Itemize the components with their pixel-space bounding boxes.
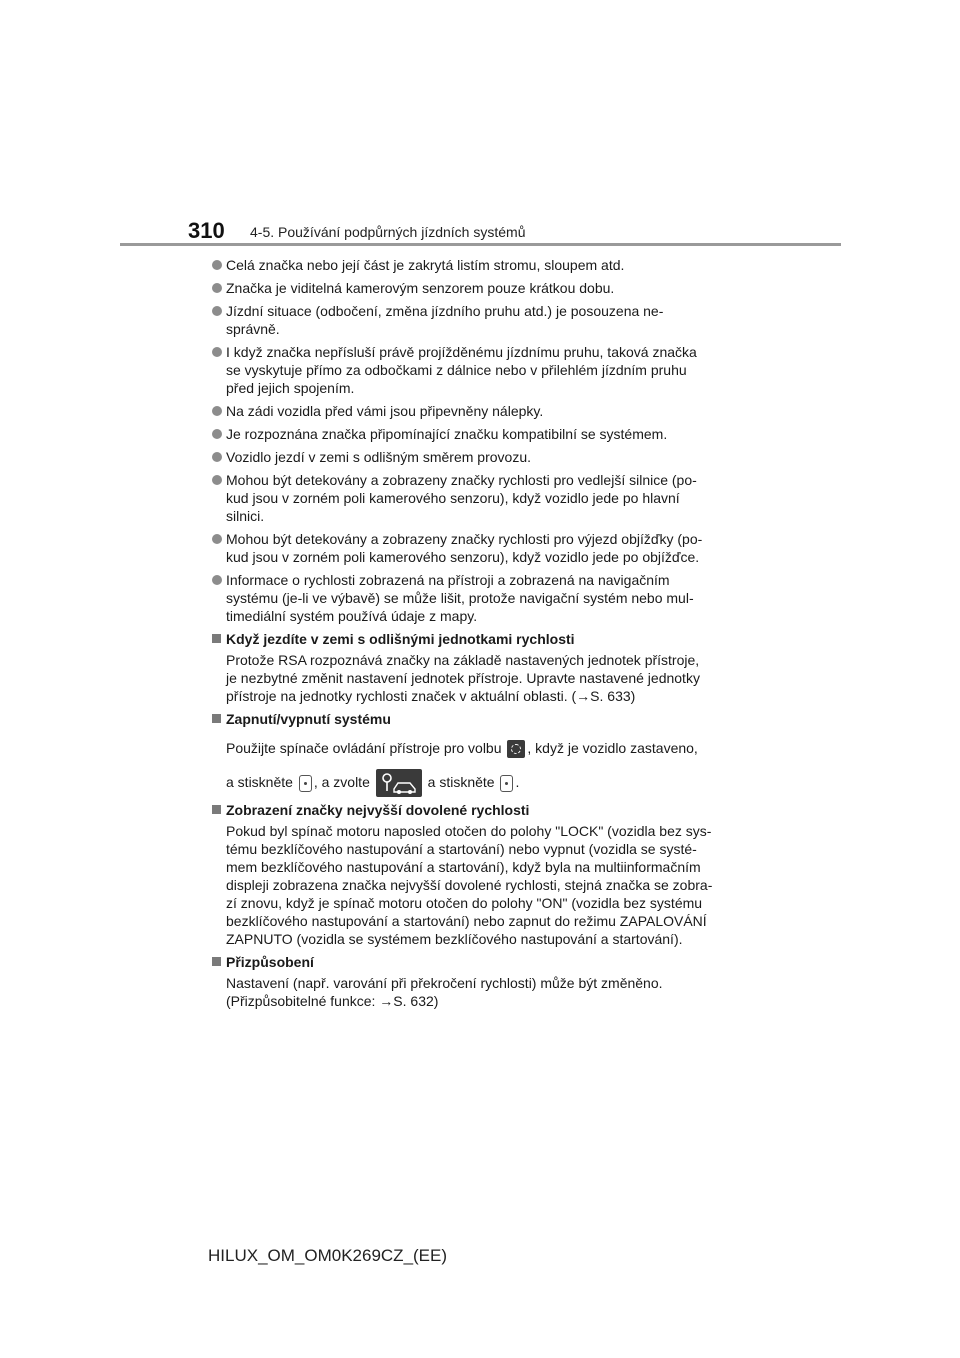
page-content <box>212 256 753 1015</box>
bullet-dot-icon <box>212 452 222 462</box>
bullet-item <box>212 425 753 443</box>
bullet-text: silnici. <box>226 508 265 524</box>
customization-paragraph <box>212 974 753 1010</box>
paragraph-line: Nastavení (např. varování při překročení rychlosti) může být změněno. <box>226 975 663 991</box>
paragraph-line: přístroje na jednotky rychlosti značek v aktuální oblasti. (→S. 633) <box>226 688 636 704</box>
paragraph-text: . <box>515 774 520 790</box>
bullet-text: I když značka nepřísluší právě projížděnému jízdnímu pruhu, taková značka <box>226 344 697 360</box>
bullet-text: Celá značka nebo její část je zakrytá listím stromu, sloupem atd. <box>226 257 625 273</box>
bullet-dot-icon <box>212 429 222 439</box>
bullet-dot-icon <box>212 347 222 357</box>
paragraph-line: ZAPNUTO (vozidla se systémem bezklíčového nastupování a startování). <box>226 931 683 947</box>
bullet-text: systému (je-li ve výbavě) se může lišit, protože navigační systém nebo mul- <box>226 590 694 606</box>
bullet-text: Vozidlo jezdí v zemi s odlišným směrem provozu. <box>226 449 531 465</box>
paragraph-text: a stiskněte <box>427 774 495 790</box>
bullet-item <box>212 530 753 566</box>
section-heading-units <box>212 630 753 648</box>
onoff-line-1 <box>212 731 753 765</box>
bullet-item <box>212 256 753 274</box>
paragraph-line: Protože RSA rozpoznává značky na základě nastavených jednotek přístroje, <box>226 652 700 668</box>
heading-text: Zapnutí/vypnutí systému <box>226 711 391 727</box>
onoff-line-2 <box>212 765 753 799</box>
bullet-text: timediální systém používá údaje z mapy. <box>226 608 478 624</box>
heading-text: Když jezdíte v zemi s odlišnými jednotkami rychlosti <box>226 631 575 647</box>
square-bullet-icon <box>212 714 221 723</box>
paragraph-line: displeji zobrazena značka nejvyšší dovolené rychlosti, stejná značka se zobra- <box>226 877 713 893</box>
bullet-item <box>212 448 753 466</box>
bullet-text: kud jsou v zorném poli kamerového senzoru), když vozidlo jede po hlavní <box>226 490 680 506</box>
bullet-item <box>212 343 753 397</box>
bullet-text: kud jsou v zorném poli kamerového senzoru), když vozidlo jede po objížďce. <box>226 549 700 565</box>
bullet-text: Na zádi vozidla před vámi jsou připevněny nálepky. <box>226 403 544 419</box>
paragraph-line: je nezbytné změnit nastavení jednotek přístroje. Upravte nastavené jednotky <box>226 670 700 686</box>
ok-button-icon <box>500 775 513 792</box>
bullet-text: před jejich spojením. <box>226 380 355 396</box>
section-heading-onoff <box>212 710 753 728</box>
square-bullet-icon <box>212 805 221 814</box>
document-code: HILUX_OM_OM0K269CZ_(EE) <box>208 1246 448 1265</box>
heading-text: Zobrazení značky nejvyšší dovolené rychlosti <box>226 802 530 818</box>
paragraph-text: , když je vozidlo zastaveno, <box>527 740 698 756</box>
bullet-dot-icon <box>212 406 222 416</box>
bullet-text: Značka je viditelná kamerovým senzorem pouze krátkou dobu. <box>226 280 615 296</box>
page-number: 310 <box>188 218 225 243</box>
bullet-item <box>212 402 753 420</box>
bullet-item <box>212 279 753 297</box>
paragraph-line: zí znovu, když je spínač motoru otočen do polohy "ON" (vozidla bez systému <box>226 895 703 911</box>
bullet-text: Mohou být detekovány a zobrazeny značky rychlosti pro vedlejší silnice (po- <box>226 472 697 488</box>
bullet-dot-icon <box>212 283 222 293</box>
bullet-text: Je rozpoznána značka připomínající značku kompatibilní se systémem. <box>226 426 668 442</box>
bullet-dot-icon <box>212 306 222 316</box>
paragraph-text: Použijte spínače ovládání přístroje pro volbu <box>226 740 502 756</box>
gear-icon <box>507 740 525 758</box>
ok-button-icon <box>299 775 312 792</box>
bullet-text: se vyskytuje přímo za odbočkami z dálnice nebo v přilehlém jízdním pruhu <box>226 362 687 378</box>
bullet-text: správně. <box>226 321 280 337</box>
square-bullet-icon <box>212 634 221 643</box>
bullet-text: Informace o rychlosti zobrazená na přístroji a zobrazená na navigačním <box>226 572 670 588</box>
bullet-text: Mohou být detekovány a zobrazeny značky rychlosti pro výjezd objížďky (po- <box>226 531 703 547</box>
paragraph-line: Pokud byl spínač motoru naposled otočen do polohy "LOCK" (vozidla bez sys- <box>226 823 712 839</box>
bullet-dot-icon <box>212 575 222 585</box>
units-paragraph <box>212 651 753 705</box>
paragraph-line: (Přizpůsobitelné funkce: →S. 632) <box>226 993 439 1009</box>
square-bullet-icon <box>212 957 221 966</box>
bullet-item <box>212 571 753 625</box>
paragraph-text: a stiskněte <box>226 774 293 790</box>
section-title: 4-5. Používání podpůrných jízdních systémů <box>250 224 526 240</box>
paragraph-line: mem bezklíčového nastupování a startování), když byla na multiinformačním <box>226 859 701 875</box>
bullet-item <box>212 302 753 338</box>
bullet-dot-icon <box>212 534 222 544</box>
heading-text: Přizpůsobení <box>226 954 314 970</box>
paragraph-line: tému bezklíčového nastupování a startování) nebo vypnut (vozidla se systé- <box>226 841 697 857</box>
bullet-dot-icon <box>212 475 222 485</box>
paragraph-line: bezklíčového nastupování a startování) nebo zapnut do režimu ZAPALOVÁNÍ <box>226 913 707 929</box>
paragraph-text: , a zvolte <box>313 774 370 790</box>
bullet-dot-icon <box>212 260 222 270</box>
section-heading-max-speed <box>212 801 753 819</box>
road-sign-assist-icon <box>376 769 422 797</box>
section-heading-customization <box>212 953 753 971</box>
max-speed-paragraph <box>212 822 753 948</box>
bullet-item <box>212 471 753 525</box>
bullet-text: Jízdní situace (odbočení, změna jízdního pruhu atd.) je posouzena ne- <box>226 303 664 319</box>
header-divider <box>120 243 841 246</box>
